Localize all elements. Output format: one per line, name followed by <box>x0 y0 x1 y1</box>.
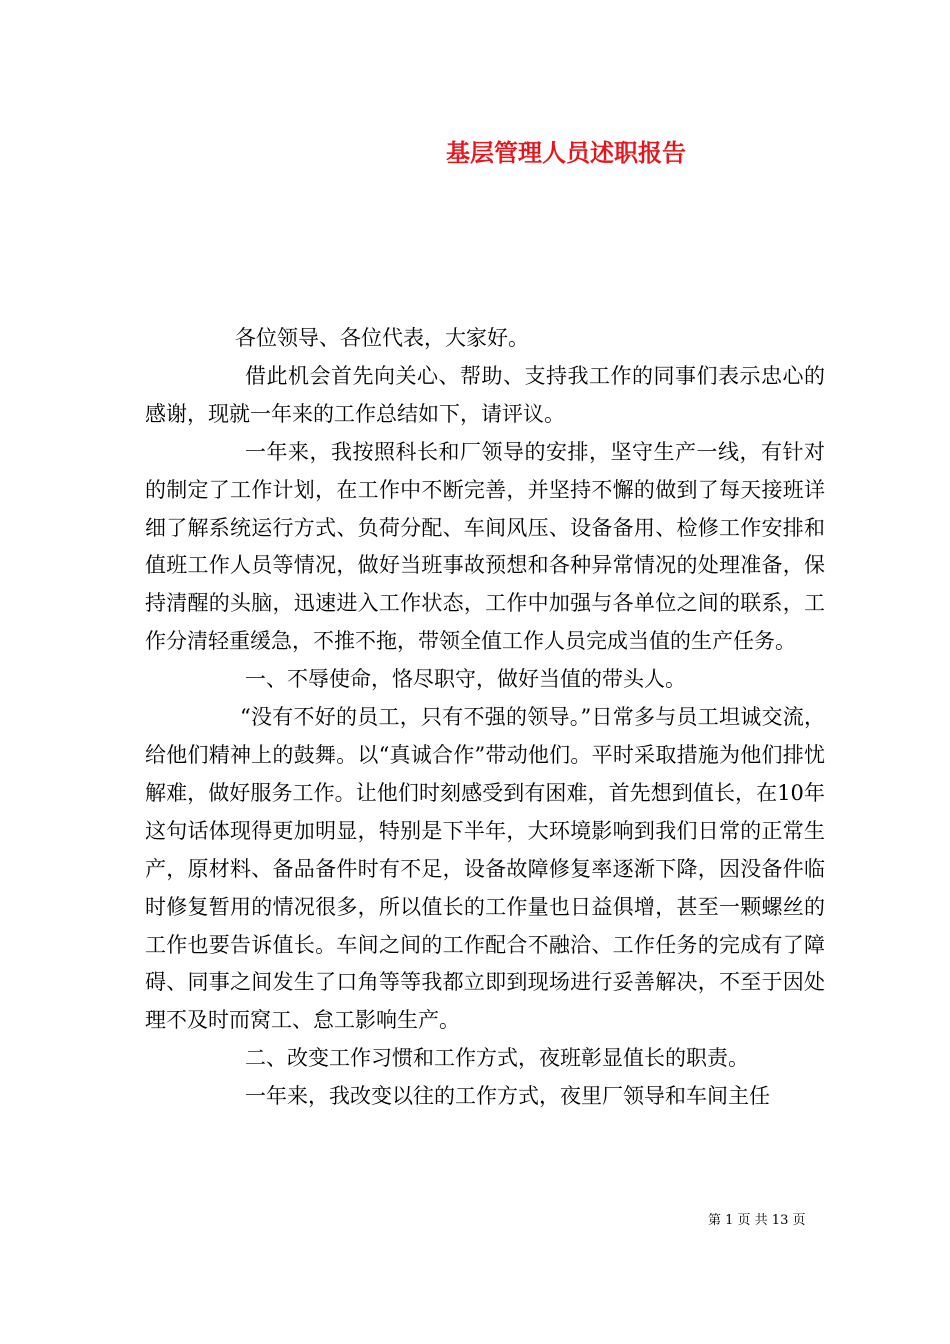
document-body <box>145 320 825 1116</box>
paragraph-section-1: “没有不好的员工，只有不强的领导。”日常多与员工坦诚交流，给他们精神上的鼓舞。以“真诚合作”带动他们。平时采取措施为他们排忧解难，做好服务工作。让他们时刻感受到有困难，首先想到值长，在10年这句话体现得更加明显，特别是下半年，大环境影响到我们日常的正常生产，原材料、备品备件时有不足，设备故障修复率逐渐下降，因没备件临时修复暂用的情况很多，所以值长的工作量也日益俱增，甚至一颗螺丝的工作也要告诉值长。车间之间的工作配合不融洽、工作任务的完成有了障碍、同事之间发生了口角等等我都立即到现场进行妥善解决，不至于因处理不及时而窝工、怠工影响生产。 <box>145 705 825 1033</box>
document-title: 基层管理人员述职报告 <box>446 138 686 167</box>
paragraph-overview: 一年来，我按照科长和厂领导的安排，坚守生产一线，有针对的制定了工作计划，在工作中不断完善，并坚持不懈的做到了每天接班详细了解系统运行方式、负荷分配、车间风压、设备备用、检修工作安排和值班工作人员等情况，做好当班事故预想和各种异常情况的处理准备，保持清醒的头脑，迅速进入工作状态，工作中加强与各单位之间的联系，工作分清轻重缓急，不推不拖，带领全值工作人员完成当值的生产任务。 <box>145 439 825 654</box>
section-heading-2: 二、改变工作习惯和工作方式，夜班彰显值长的职责。 <box>245 1046 749 1071</box>
section-heading-1: 一、不辱使命，恪尽职守，做好当值的带头人。 <box>245 667 686 692</box>
paragraph-section-2: 一年来，我改变以往的工作方式，夜里厂领导和车间主任 <box>245 1084 770 1109</box>
page-footer: 第 1 页 共 13 页 <box>708 1213 806 1228</box>
paragraph-thanks: 借此机会首先向关心、帮助、支持我工作的同事们表示忠心的感谢，现就一年来的工作总结如下，请评议。 <box>145 363 825 426</box>
paragraph-greeting: 各位领导、各位代表，大家好。 <box>235 326 529 350</box>
